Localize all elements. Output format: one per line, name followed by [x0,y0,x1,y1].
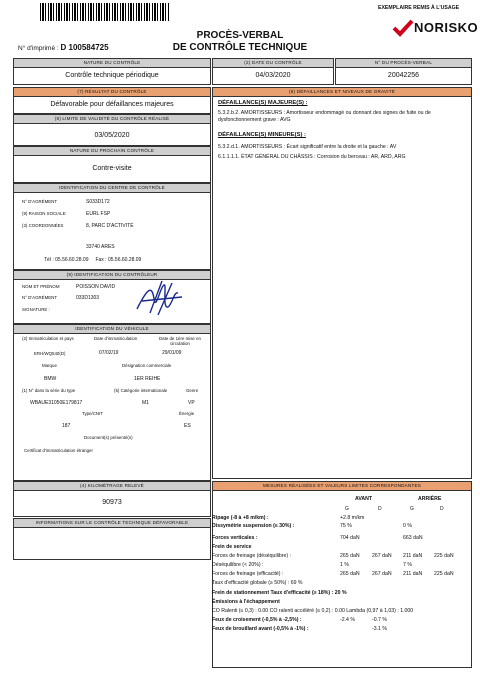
brand-name: NORISKO [414,20,479,35]
signature-label: SIGNATURE : [22,307,50,312]
date2-label: Date de 1ère mise en circulation [159,336,201,346]
tel-value: 05.56.60.28.09 [55,257,89,263]
mesure-value: 0 % [403,523,412,529]
mesure-label: Déséquilibre (< 20%) : [212,562,264,568]
mesure-value: 663 daN [403,535,423,541]
mesure-label: Ripage (-8 à +8 m/km) : [212,515,269,521]
document-title [160,30,320,54]
immat-value: ERH/WQ540(D) [34,351,66,356]
resultat-value: Défavorable pour défaillances majeures [50,101,174,108]
vehicule-box [13,324,211,481]
km-value: 90973 [102,499,122,506]
genre-label: Genre [186,388,199,393]
mesure-value: 211 daN [403,553,423,559]
centre-raison-label: (9) RAISON SOCIALE [22,211,66,216]
mesure-label: Feux de brouillard avant (-0,5% à -1%) : [212,626,309,632]
limite-box [13,114,211,146]
centre-agrement: S033D172 [86,199,110,205]
mesure-value: 7 % [403,562,412,568]
avant-label: AVANT [355,496,373,502]
type-label: Type/CNIT [82,411,103,416]
controleur-box [13,270,211,324]
marque-label: Marque [42,363,57,368]
limite-header: (8) LIMITE DE VALIDITÉ DU CONTRÔLE RÉALISÉ [14,115,210,124]
pv-value: 20042256 [387,72,420,79]
date1-label: Date d'immatriculation [94,336,138,341]
tel-label: Tél : [44,257,54,263]
mesure-label: Forces de freinage (efficacité) : [212,571,284,577]
vehicule-header: IDENTIFICATION DU VÉHICULE [14,325,210,334]
mesure-value: -3.1 % [372,626,387,632]
controleur-nom-label: NOM ET PRÉNOM [22,284,60,289]
centre-coord-label: (3) COORDONNÉES [22,223,64,228]
nature-value: Contrôle technique périodique [65,72,159,79]
energie-label: Énergie [179,411,195,416]
infos-box [13,518,211,560]
arriere-g: G [410,506,414,512]
imprime-number [18,43,109,52]
prochain-header: NATURE DU PROCHAIN CONTRÔLE [14,147,210,156]
serie-value: WBAUE31050E179817 [30,400,83,406]
mesure-value: 265 daN [340,571,360,577]
date2-value: 29/01/09 [162,350,182,356]
arriere-d: D [440,506,444,512]
fax-label: Fax : [95,257,107,263]
marque-value: BMW [44,376,57,382]
nature-header: NATURE DU CONTRÔLE [14,59,210,68]
mesure-value: 225 daN [434,571,454,577]
pv-box [335,58,472,85]
nature-box [13,58,211,85]
mesure-label: Taux d'efficacité globale (≥ 50%) : 69 % [212,580,303,586]
mesure-value: 225 daN [434,553,454,559]
centre-ville: 33740 ARES [86,244,115,250]
desig-label: Désignation commerciale [122,363,172,368]
prochain-value: Contre-visite [92,165,132,172]
controleur-header: (9) IDENTIFICATION DU CONTRÔLEUR [14,271,210,280]
exemplaire-label: EXEMPLAIRE REMIS À L'USAGE [378,5,460,11]
centre-box [13,183,211,270]
mesure-value: 267 daN [372,571,392,577]
centre-agrement-label: N° D'AGRÉMENT [22,199,58,204]
majeure-item: 5.3.2.b.2. AMORTISSEURS : Amortisseur endommagé ou donnant des signes de fuite ou de dysfonctionnement grave : AVG [218,110,431,123]
mesure-value: +2.8 m/km [340,515,365,521]
mesure-value: 704 daN [340,535,360,541]
mesures-header: MESURES RÉALISÉES ET VALEURS LIMITES CORRESPONDANTES [213,482,471,491]
defaillances-header: (6) DÉFAILLANCES ET NIVEAUX DE GRAVITÉ [213,88,471,97]
mesure-label: Forces verticales : [212,535,258,541]
controleur-nom: POISSON DAVID [76,284,116,290]
mesure-value: 75 % [340,523,352,529]
mineure-item: 5.3.2.d.1. AMORTISSEURS : Écart significatif entre la droite et la gauche : AV [218,144,397,150]
centre-header: IDENTIFICATION DU CENTRE DE CONTRÔLE [14,184,210,193]
fax-value: 05.56.60.28.09 [107,257,142,263]
km-box [13,481,211,517]
controleur-agrement-label: N° D'AGRÉMENT [22,295,58,300]
norisko-check-icon [392,19,414,37]
prochain-box [13,146,211,183]
pv-header: N° DU PROCÈS-VERBAL [336,59,471,68]
mesure-value: 265 daN [340,553,360,559]
controleur-agrement: 033D1303 [76,295,100,301]
defaillances-box [212,87,472,479]
mesure-value: 267 daN [372,553,392,559]
mesure-value: 211 daN [403,571,423,577]
desig-value: 1ER REIHE [134,376,161,382]
imprime-value: D 100584725 [60,43,109,52]
mesure-label: CO Ralenti (≤ 0,3) : 0.00 CO ralenti accéléré (≤ 0,2) : 0.00 Lambda (0,97 à 1,03) : 1.000 [212,608,414,614]
mesure-label: Dissymétrie suspension (≤ 30%) : [212,523,295,529]
imprime-label: N° d'imprimé : [18,45,59,52]
norisko-logo [392,18,480,38]
certif-value: Certificat d'immatriculation étranger [24,448,93,453]
resultat-header: (7) RÉSULTAT DU CONTRÔLE [14,88,210,97]
mesure-value: -2.4 % [340,617,355,623]
mesure-label: Émissions à l'échappement [212,599,280,605]
title-line1: PROCÈS-VERBAL [196,30,284,41]
date1-value: 07/02/19 [99,350,119,356]
centre-adresse: 8, PARC D'ACTIVITÉ [86,223,134,229]
signature-image [132,279,192,319]
genre-value: VP [188,400,195,406]
infos-header: INFORMATIONS SUR LE CONTRÔLE TECHNIQUE DÉFAVORABLE [14,519,210,528]
type-value: 187 [62,423,71,429]
date-value: 04/03/2020 [255,72,291,79]
centre-tel [44,257,141,263]
mineure-item: 6.1.1.1.1. ÉTAT GÉNÉRAL DU CHÂSSIS : Corrosion du berceau : AR, ARD, ARG [218,154,406,160]
limite-value: 03/05/2020 [94,132,130,139]
km-header: (4) KILOMÉTRAGE RELEVÉ [14,482,210,491]
mesure-value: 1 % [340,562,349,568]
serie-label: (1) N° dans la série du type [22,388,76,393]
mesure-label: Forces de freinage (déséquilibre) : [212,553,292,559]
docs-label: Document(s) présenté(s) [84,435,133,440]
energie-value: ES [184,423,191,429]
mesure-label: Frein de stationnement Taux d'efficacité (≥ 18%) : 20 % [212,590,347,596]
immat-label: (2) Immatriculation et pays [22,336,74,341]
cat-value: M1 [142,400,149,406]
avant-g: G [345,506,349,512]
cat-label: (5) Catégorie internationale [114,388,168,393]
resultat-box [13,87,211,114]
arriere-label: ARRIÈRE [418,496,442,502]
mineures-title: DÉFAILLANCE(S) MINEURE(S) : [218,132,306,138]
barcode [40,3,170,21]
date-box [212,58,334,85]
mesure-value: -0.7 % [372,617,387,623]
title-line2: DE CONTRÔLE TECHNIQUE [172,42,308,53]
mesure-label: Frein de service [212,544,252,550]
centre-raison: EURL FSP [86,211,111,217]
majeures-title: DÉFAILLANCE(S) MAJEURE(S) : [218,100,308,106]
avant-d: D [378,506,382,512]
date-header: (2) DATE DU CONTRÔLE [213,59,333,68]
mesure-label: Feux de croisement (-0,5% à -2,5%) : [212,617,302,623]
